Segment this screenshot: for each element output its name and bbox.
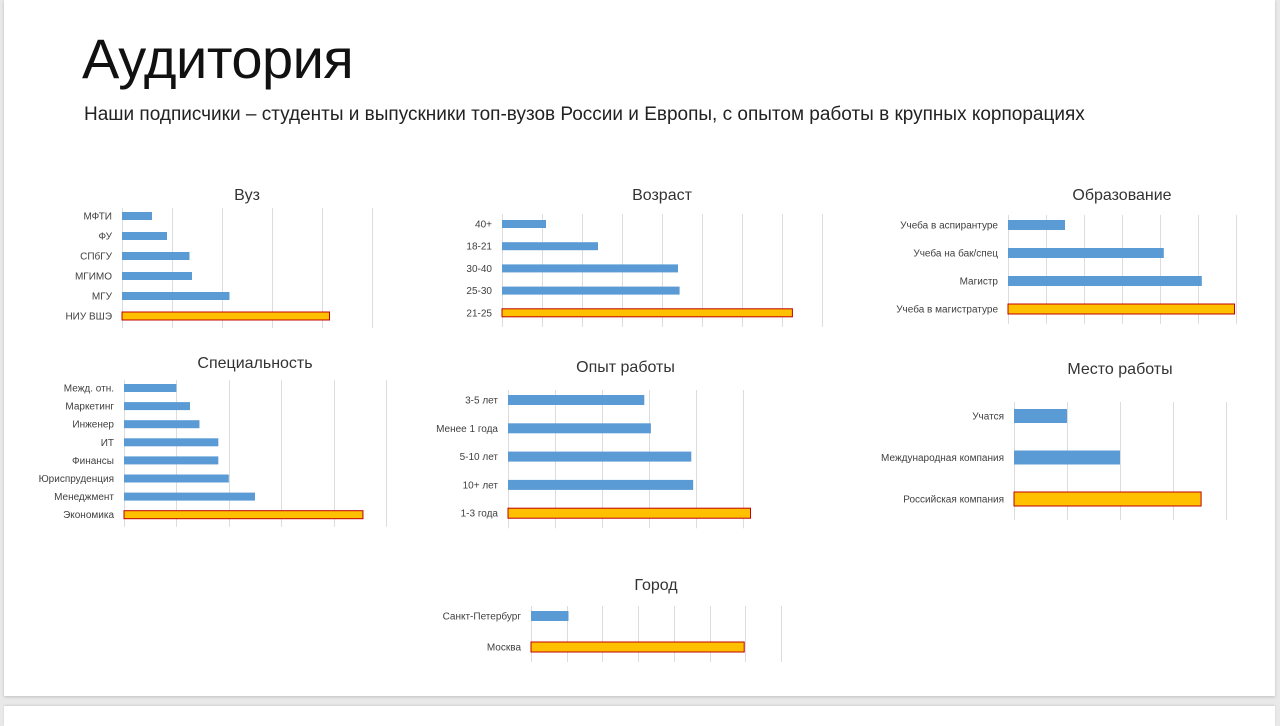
chart-opyt-bar (508, 508, 751, 518)
page-title: Аудитория (82, 27, 354, 90)
chart-vuz-title: Вуз (234, 187, 260, 204)
chart-specialnost-category-label: Юриспруденция (38, 474, 114, 485)
chart-opyt-category-label: 1-3 года (460, 508, 498, 520)
chart-specialnost-svg (14, 348, 384, 529)
chart-obrazovanie-bar (1008, 248, 1164, 258)
chart-specialnost-bar (124, 420, 199, 428)
chart-specialnost (14, 348, 384, 529)
chart-mesto-category-label: Международная компания (881, 453, 1004, 464)
chart-vozrast-bar (502, 220, 546, 228)
chart-vozrast-category-label: 18-21 (466, 241, 492, 253)
chart-obrazovanie-bar (1008, 220, 1065, 230)
chart-specialnost-category-label: Экономика (63, 510, 114, 522)
chart-vuz-category-label: НИУ ВШЭ (65, 311, 112, 323)
chart-obrazovanie-title: Образование (1072, 187, 1172, 204)
chart-vozrast-svg (418, 180, 828, 329)
chart-obrazovanie (836, 180, 1256, 326)
chart-vuz-bar (122, 272, 192, 280)
slide (4, 0, 1275, 696)
chart-vozrast-bar (502, 264, 678, 272)
chart-vozrast-category-label: 40+ (475, 219, 492, 231)
chart-gorod-category-label: Санкт-Петербург (442, 611, 521, 623)
chart-specialnost-bar (124, 384, 176, 392)
chart-vozrast-category-label: 30-40 (466, 263, 492, 275)
chart-vozrast-title: Возраст (632, 187, 692, 204)
chart-mesto-svg (824, 352, 1264, 522)
chart-vuz-category-label: МФТИ (83, 211, 112, 223)
chart-mesto-category-label: Российская компания (903, 494, 1004, 506)
chart-vuz-bar (122, 252, 190, 260)
chart-specialnost-category-label: ИТ (100, 437, 114, 449)
chart-vuz-category-label: МГИМО (74, 271, 112, 283)
chart-opyt-category-label: 5-10 лет (459, 452, 498, 464)
next-slide-preview (4, 706, 1275, 726)
chart-mesto-bar (1014, 451, 1120, 465)
chart-opyt-category-label: Менее 1 года (436, 423, 498, 435)
chart-vozrast (418, 180, 828, 329)
chart-specialnost-bar (124, 475, 229, 483)
chart-obrazovanie-bar (1008, 276, 1202, 286)
chart-mesto (824, 352, 1264, 522)
chart-vozrast-category-label: 25-30 (466, 286, 492, 298)
chart-vozrast-bar (502, 287, 680, 295)
chart-gorod-category-label: Москва (486, 642, 521, 654)
chart-gorod-title: Город (634, 577, 678, 594)
chart-vozrast-bar (502, 242, 598, 250)
chart-obrazovanie-category-label: Магистр (959, 276, 998, 288)
chart-mesto-bar (1014, 492, 1201, 506)
chart-vozrast-bar (502, 309, 792, 317)
chart-specialnost-category-label: Маркетинг (65, 401, 114, 413)
chart-vuz-bar (122, 292, 230, 300)
chart-vuz-svg (22, 180, 392, 330)
chart-specialnost-bar (124, 493, 255, 501)
chart-vuz (22, 180, 392, 330)
chart-vuz-bar (122, 312, 330, 320)
chart-opyt-bar (508, 480, 693, 490)
chart-mesto-bar (1014, 409, 1067, 423)
chart-vuz-bar (122, 212, 152, 220)
page-subtitle: Наши подписчики – студенты и выпускники топ-вузов России и Европы, с опытом работы в крупных корпорациях (84, 104, 1085, 125)
chart-vozrast-category-label: 21-25 (466, 308, 492, 320)
chart-specialnost-category-label: Финансы (72, 455, 114, 467)
chart-specialnost-title: Специальность (197, 355, 313, 372)
chart-specialnost-bar (124, 456, 218, 464)
chart-vuz-category-label: ФУ (98, 231, 112, 243)
chart-gorod-svg (414, 570, 794, 664)
chart-opyt-category-label: 10+ лет (462, 480, 498, 492)
chart-specialnost-bar (124, 438, 218, 446)
chart-vuz-bar (122, 232, 167, 240)
chart-opyt-bar (508, 423, 651, 433)
chart-vuz-category-label: МГУ (91, 291, 112, 303)
chart-mesto-title: Место работы (1067, 361, 1173, 378)
chart-obrazovanie-category-label: Учеба в магистратуре (896, 304, 998, 316)
chart-mesto-category-label: Учатся (972, 411, 1004, 423)
chart-obrazovanie-bar (1008, 304, 1234, 314)
chart-opyt-bar (508, 452, 691, 462)
chart-obrazovanie-category-label: Учеба в аспирантуре (900, 220, 998, 232)
chart-vuz-category-label: СПбГУ (80, 251, 112, 263)
chart-opyt (408, 352, 808, 531)
chart-opyt-title: Опыт работы (576, 359, 675, 376)
chart-obrazovanie-svg (836, 180, 1256, 326)
chart-specialnost-category-label: Менеджмент (54, 492, 114, 504)
chart-opyt-bar (508, 395, 644, 405)
chart-specialnost-category-label: Инженер (72, 419, 114, 431)
chart-opyt-svg (408, 352, 808, 531)
chart-gorod-bar (531, 611, 569, 621)
chart-opyt-category-label: 3-5 лет (465, 395, 498, 407)
chart-obrazovanie-category-label: Учеба на бак/спец (913, 248, 998, 260)
chart-gorod (414, 570, 794, 664)
chart-specialnost-bar (124, 511, 363, 519)
chart-gorod-bar (531, 642, 744, 652)
chart-specialnost-category-label: Межд. отн. (63, 383, 114, 395)
chart-specialnost-bar (124, 402, 190, 410)
